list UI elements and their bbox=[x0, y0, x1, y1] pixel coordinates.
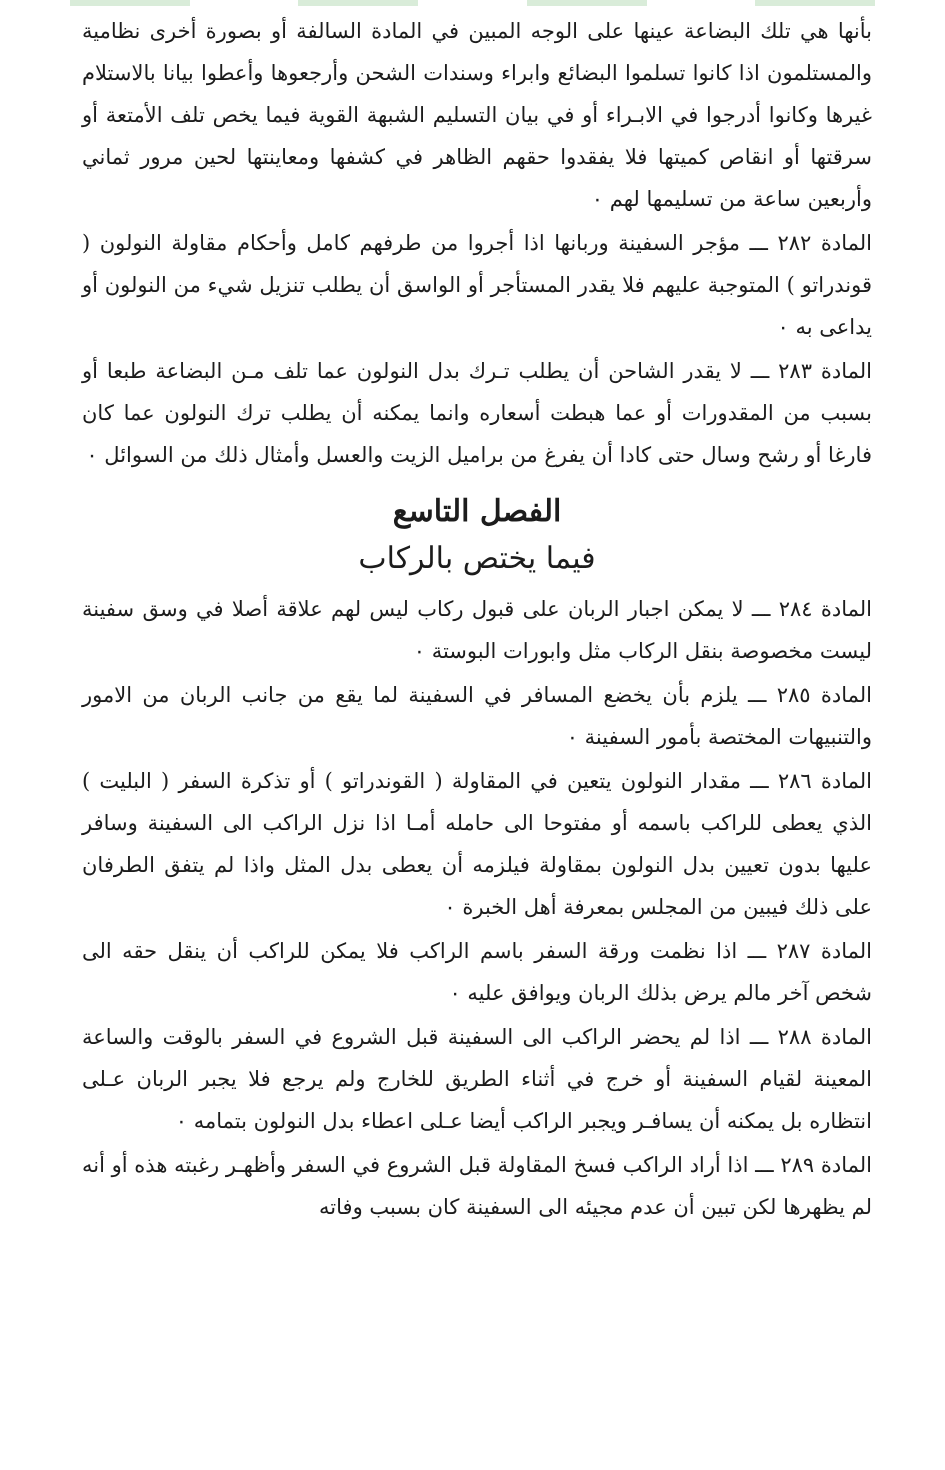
article-text: مؤجر السفينة وربانها اذا أجروا من طرفهم كامل وأحكام مقاولة النولون ( قوندراتو ) المتوجبة عليهم فلا يقدر المستأجر أو الواسق أن يطلب تنزيل شيء من النولون أو يداعى به ٠ bbox=[82, 231, 872, 339]
article-heading: المادة ٢٨٢ ـــ bbox=[749, 231, 872, 255]
article-282 bbox=[82, 222, 872, 348]
document-page bbox=[82, 10, 872, 1228]
article-text: اذا لم يحضر الراكب الى السفينة قبل الشروع في السفر بالوقت والساعة المعينة لقيام السفينة أو خرج في أثناء الطريق للخارج ولم يرجع فلا يجبر الربان عـلى انتظاره بل يمكنه أن يسافـر ويجبر الراكب أيضا عـلى اعطاء بدل النولون بتمامه ٠ bbox=[82, 1025, 872, 1133]
article-285 bbox=[82, 674, 872, 758]
chapter-subtitle: فيما يختص بالركاب bbox=[358, 541, 596, 576]
article-text: اذا نظمت ورقة السفر باسم الراكب فلا يمكن للراكب أن ينقل حقه الى شخص آخر مالم يرض بذلك الربان ويوافق عليه ٠ bbox=[82, 939, 872, 1005]
chapter-heading bbox=[82, 488, 872, 582]
article-text: لا يقدر الشاحن أن يطلب تـرك بدل النولون عما تلف مـن البضاعة طبعا أو بسبب من المقدورات أو عما هبطت أسعاره وانما يمكنه أن يطلب ترك النولون عما كان فارغا أو رشح وسال حتى كادا أن يفرغ من براميل الزيت والعسل وأمثال ذلك من السوائل ٠ bbox=[82, 359, 872, 467]
article-heading: المادة ٢٨٥ ـــ bbox=[748, 683, 872, 707]
article-heading: المادة ٢٨٨ ـــ bbox=[749, 1025, 872, 1049]
article-text: اذا أراد الراكب فسخ المقاولة قبل الشروع في السفر وأظهـر رغبته هذه أو أنه لم يظهرها لكن تبين أن عدم مجيئه الى السفينة كان بسبب وفاته bbox=[82, 1153, 872, 1219]
chapter-title: الفصل التاسع bbox=[392, 494, 562, 529]
article-289 bbox=[82, 1144, 872, 1228]
article-heading: المادة ٢٨٩ ـــ bbox=[755, 1153, 872, 1177]
article-text: لا يمكن اجبار الربان على قبول ركاب ليس لهم علاقة أصلا في وسق سفينة ليست مخصوصة بنقل الركاب مثل وابورات البوستة ٠ bbox=[82, 597, 872, 663]
article-287 bbox=[82, 930, 872, 1014]
article-heading: المادة ٢٨٦ ـــ bbox=[750, 769, 872, 793]
article-text: مقدار النولون يتعين في المقاولة ( القوندراتو ) أو تذكرة السفر ( البليت ) الذي يعطى للراكب باسمه أو مفتوحا الى حامله أمـا اذا نزل الراكب الى السفينة وسافر عليها بدون تعيين بدل النولون بمقاولة فيلزمه أن يعطى بدل المثل واذا لم يتفق الطرفان على ذلك فيبين من المجلس بمعرفة أهل الخبرة ٠ bbox=[82, 769, 872, 919]
article-284 bbox=[82, 588, 872, 672]
article-heading: المادة ٢٨٧ ـــ bbox=[747, 939, 872, 963]
article-text: يلزم بأن يخضع المسافر في السفينة لما يقع من جانب الربان من الامور والتنبيهات المختصة بأمور السفينة ٠ bbox=[82, 683, 872, 749]
article-288 bbox=[82, 1016, 872, 1142]
article-heading: المادة ٢٨٤ ـــ bbox=[751, 597, 872, 621]
article-286 bbox=[82, 760, 872, 928]
top-edge-strip bbox=[0, 0, 945, 8]
intro-paragraph: بأنها هي تلك البضاعة عينها على الوجه المبين في المادة السالفة أو بصورة أخرى نظامية والمستلمون اذا كانوا تسلموا البضائع وابراء وسندات الشحن وأرجعوها وأعطوا بيانا بالاستلام غيرها وكانوا أدرجوا في الابـراء أو في بيان التسليم الشبهة القوية فيما يخص تلف الأمتعة أو سرقتها أو انقاص كميتها فلا يفقدوا حقهم الظاهر في كشفها ومعاينتها لحين مرور ثماني وأربعين ساعة من تسليمها لهم ٠ bbox=[82, 19, 872, 211]
article-heading: المادة ٢٨٣ ـــ bbox=[750, 359, 872, 383]
article-283 bbox=[82, 350, 872, 476]
